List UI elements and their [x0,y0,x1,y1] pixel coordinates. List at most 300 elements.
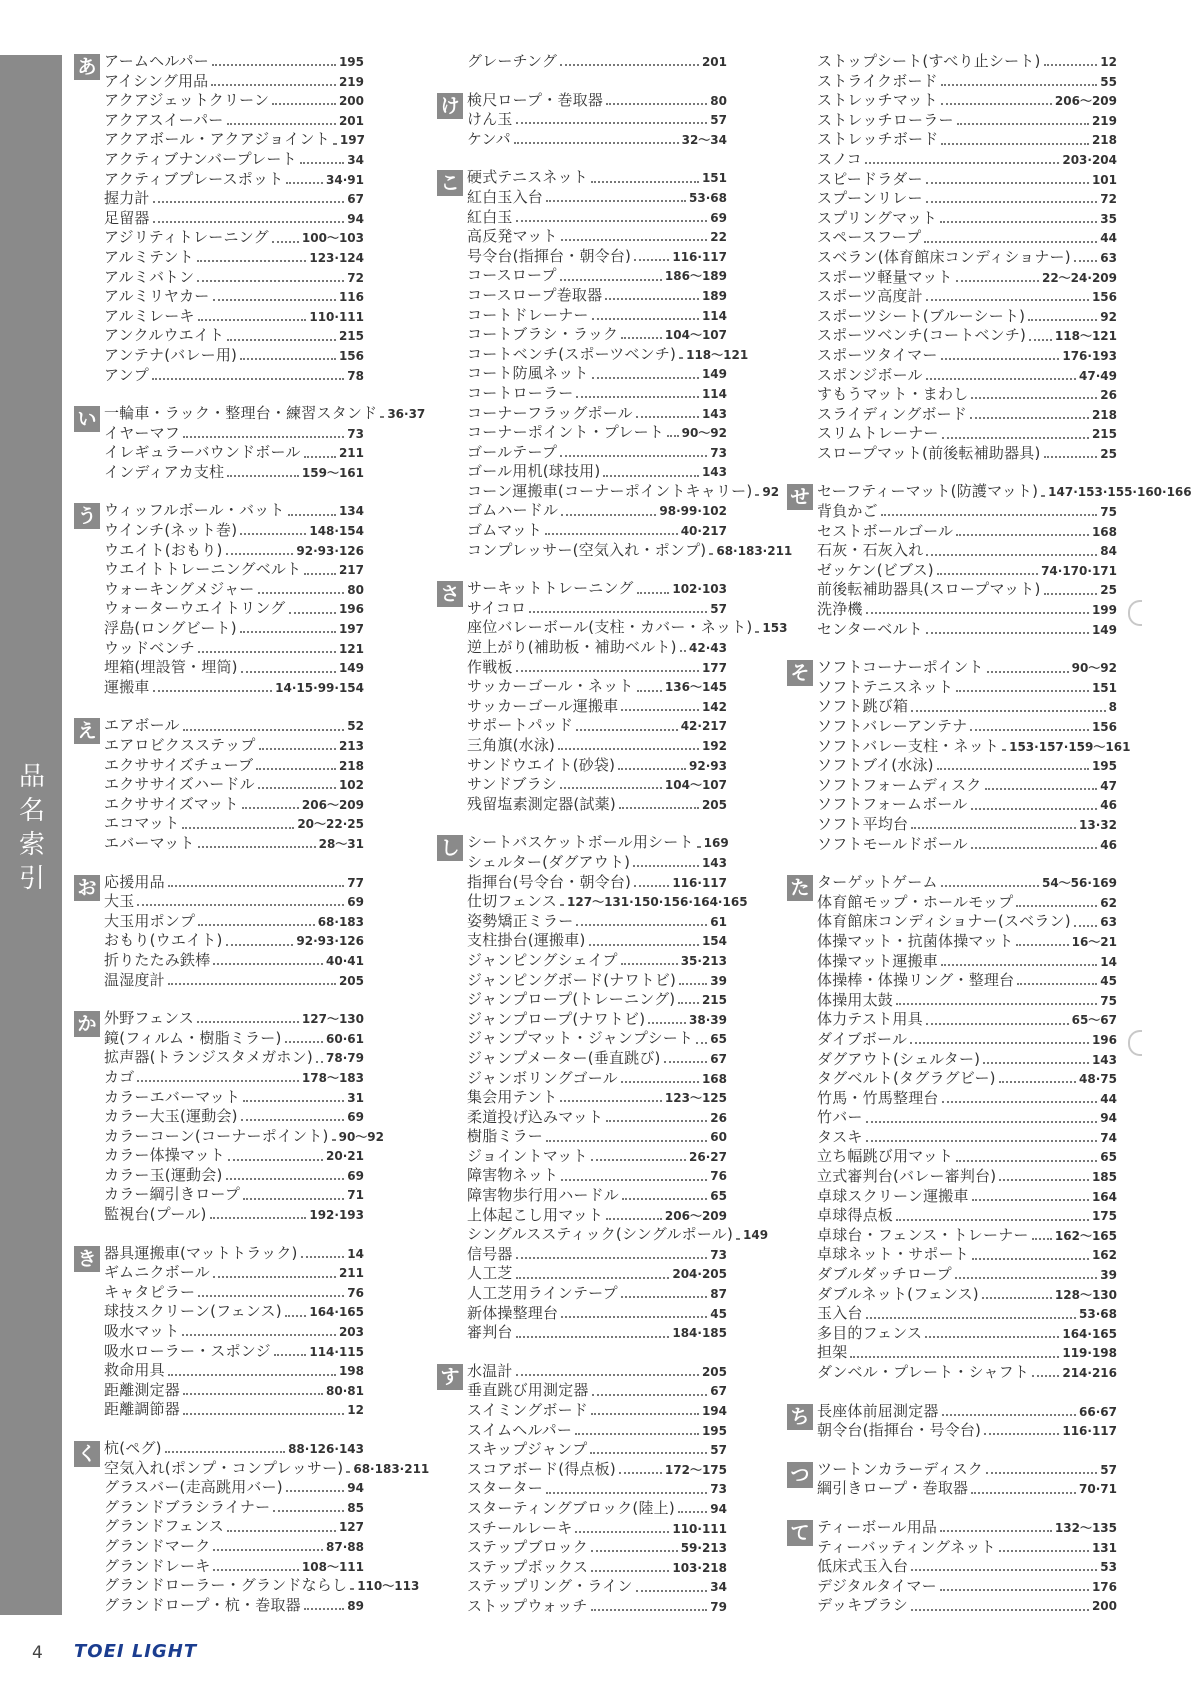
index-entry [467,1206,727,1226]
entry-name: 埋箱(埋設管・埋筒) [104,658,238,677]
index-entry [817,1206,1117,1226]
dot-leader [926,377,1076,380]
dot-leader [621,1295,707,1298]
index-entry [467,1147,727,1167]
dot-leader [346,1470,350,1473]
entry-pages: 149 [743,1228,769,1243]
dot-leader [183,1392,323,1395]
dot-leader [1044,592,1098,595]
dot-leader [636,1589,708,1592]
entry-pages: 88·126·143 [288,1442,364,1456]
dot-leader [560,454,707,457]
entry-pages: 149 [338,661,364,676]
entry-name: 杭(ペグ) [104,1439,162,1457]
entry-pages: 92·93·126 [296,934,364,949]
entry-pages: 67 [710,1384,727,1399]
entry-pages: 156 [1091,720,1117,734]
dot-leader [1002,748,1006,751]
entry-pages: 116·117 [672,875,727,890]
entry-name: コートブラシ・ラック [467,325,619,344]
dot-leader [183,728,345,731]
kana-heading: ち [787,1404,813,1430]
index-group [437,168,793,560]
entry-name: ゴールテープ [467,442,558,461]
entry-name: 作戦板 [467,657,513,676]
entry-name: グランドロープ・杭・巻取器 [104,1595,301,1614]
index-group [74,873,364,991]
entry-pages: 57 [710,601,727,616]
index-entry [817,326,1117,346]
dot-leader [516,669,699,672]
entry-pages: 12 [1100,55,1117,69]
entry-name: カラー玉(運動会) [104,1165,223,1184]
entry-pages: 76 [710,1169,727,1184]
entry-pages: 192 [701,739,727,753]
index-entry [817,1577,1117,1597]
entry-name: 審判台 [467,1323,513,1342]
index-entry [104,91,364,111]
dot-leader [926,631,1089,634]
index-entry [104,1029,364,1049]
dot-leader [896,1218,1089,1221]
entry-name: ウインチ(ネット巻) [104,521,238,540]
kana-heading: け [437,93,463,119]
dot-leader [183,435,344,438]
dot-leader [866,1120,1098,1123]
dot-leader [168,982,336,985]
dot-leader [648,1021,686,1024]
entry-pages: 151 [701,171,727,186]
entry-name: キャタピラー [104,1282,196,1301]
entry-name: 温湿度計 [104,970,165,989]
index-entry [467,1127,727,1147]
dot-leader [576,395,699,398]
entry-pages: 61 [710,914,727,929]
dot-leader [591,1549,678,1552]
entry-name: 新体操整理台 [467,1303,559,1322]
dot-leader [941,884,1039,887]
entry-pages: 75 [1100,993,1117,1008]
entry-pages: 69 [710,210,727,225]
entry-pages: 80 [347,582,364,597]
dot-leader [516,1373,699,1376]
dot-leader [561,1178,707,1181]
dot-leader [1041,494,1045,497]
index-entry [467,756,727,776]
index-entry [817,678,1117,698]
entry-pages: 203 [338,1325,364,1340]
index-entry [817,756,1117,776]
entry-pages: 65 [1100,1150,1117,1165]
index-entry [467,833,727,853]
entry-name: 三角旗(水泳) [467,736,556,754]
entry-name: タグベルト(タグラグビー) [817,1069,996,1088]
entry-name: 検尺ロープ・巻取器 [467,90,604,109]
entry-pages: 121 [338,641,364,656]
entry-pages: 215 [1091,427,1117,442]
entry-name: ダブルネット(フェンス) [817,1284,979,1303]
index-entry [467,168,727,188]
entry-name: 卓球台・フェンス・トレーナー [817,1225,1029,1244]
dot-leader [972,1257,1089,1260]
index-group [74,1009,385,1225]
entry-pages: 87·88 [326,1539,364,1554]
entry-pages: 217 [338,563,364,578]
entry-pages: 85 [347,1500,364,1515]
index-entry [104,1126,385,1147]
dot-leader [942,1100,1098,1103]
dot-leader [619,806,699,809]
index-entry [104,619,364,639]
index-entry [104,1068,364,1088]
dot-leader [679,982,707,985]
entry-name: 立ち幅跳び用マット [817,1147,954,1166]
entry-pages: 218 [1091,407,1117,422]
dot-leader [197,259,306,262]
entry-name: ウォーキングメジャー [104,579,255,598]
entry-name: グランドローラー・グランドならし [104,1576,348,1595]
dot-leader [301,1255,345,1258]
index-group [437,52,727,72]
entry-name: 担架 [817,1343,848,1362]
entry-name: サポートパッド [467,716,574,735]
entry-name: ストップウォッチ [467,1596,588,1615]
index-entry [104,814,364,834]
dot-leader [592,1393,708,1396]
index-entry [817,1343,1117,1363]
entry-pages: 20〜22·25 [297,817,364,832]
entry-name: ゼッケン(ビブス) [817,560,934,579]
index-entry [467,579,727,599]
entry-pages: 34 [347,152,364,167]
index-entry [817,189,1117,209]
index-entry [817,1128,1117,1148]
entry-name: ソフトコーナーポイント [817,658,984,677]
index-entry [104,541,364,561]
entry-pages: 84 [1100,544,1117,559]
entry-name: グレーチング [467,52,558,70]
entry-name: 体操用太鼓 [817,990,894,1009]
index-entry [817,405,1117,425]
dot-leader [926,200,1098,203]
dot-leader [561,238,708,241]
index-entry [467,618,788,638]
dot-leader [529,610,707,613]
index-entry [817,893,1117,913]
index-entry [104,1009,364,1029]
entry-name: ダブルダッチロープ [817,1265,952,1284]
entry-pages: 184·185 [672,1326,727,1341]
entry-pages: 102 [338,778,364,793]
entry-pages: 53 [1100,1560,1117,1575]
index-entry [467,971,727,991]
entry-pages: 131 [1091,1540,1117,1555]
entry-pages: 25 [1100,446,1117,461]
index-entry [104,1576,420,1596]
index-entry [817,1460,1117,1480]
index-entry [817,1421,1117,1441]
entry-pages: 110〜113 [357,1579,420,1594]
dot-leader [197,1020,299,1023]
dot-leader [1074,924,1097,927]
entry-pages: 116·117 [1062,1424,1117,1439]
dot-leader [198,845,316,848]
entry-pages: 42·217 [680,719,727,734]
entry-pages: 156 [1091,290,1117,305]
entry-pages: 127 [338,1520,364,1535]
entry-name: 障害物歩行用ハードル [467,1186,620,1205]
index-entry [817,1050,1117,1070]
entry-pages: 143 [701,465,727,480]
entry-name: サッカーゴール運搬車 [467,696,619,715]
dot-leader [1074,259,1097,262]
index-entry [467,404,727,424]
entry-pages: 134 [338,504,364,519]
entry-name: アクアボール・アクアジョイント [104,130,330,149]
entry-name: 上体起こし用マット [467,1205,604,1224]
entry-name: ゴール用机(球技用) [467,462,601,481]
index-entry [467,1421,727,1441]
dot-leader [226,943,294,946]
entry-name: ダンベル・プレート・シャフト [817,1363,1030,1381]
index-entry [104,951,364,971]
entry-name: 障害物ネット [467,1166,559,1185]
entry-pages: 78 [347,368,364,383]
kana-heading: つ [787,1462,813,1488]
index-entry [467,599,727,619]
entry-pages: 52 [347,719,364,734]
dot-leader [637,689,662,692]
entry-name: 姿勢矯正ミラー [467,911,574,930]
entry-pages: 26 [710,1110,727,1125]
entry-pages: 35·213 [680,953,727,968]
index-entry [467,1577,727,1597]
index-entry [104,111,364,131]
index-group [74,404,426,482]
dot-leader [592,317,699,320]
entry-name: コート防風ネット [467,364,589,383]
entry-pages: 26 [1100,388,1117,403]
dot-leader [575,1432,699,1435]
dot-leader [240,532,306,535]
dot-leader [982,1296,1052,1299]
entry-name: 信号器 [467,1244,513,1263]
dot-leader [911,1568,1097,1571]
entry-pages: 74 [1100,1130,1117,1145]
index-entry [817,1265,1117,1285]
dot-leader [696,1041,707,1044]
dot-leader [940,1588,1089,1591]
entry-pages: 149 [701,367,727,382]
entry-name: セストボールゴール [817,521,954,540]
dot-leader [589,943,699,946]
index-entry [817,815,1117,835]
entry-name: ソフトバレー支柱・ネット [817,736,1000,755]
entry-name: 救命用具 [104,1361,165,1380]
kana-heading: て [787,1520,813,1546]
entry-name: 卓球得点板 [817,1206,894,1225]
entry-pages: 215 [701,993,727,1008]
index-entry [467,325,727,345]
entry-name: スライディングボード [817,404,968,423]
index-entry [467,931,727,951]
entry-name: 背負かご [817,502,878,521]
dot-leader [272,240,299,243]
index-entry [817,932,1117,952]
entry-name: アームヘルパー [104,52,209,70]
entry-pages: 198 [338,1364,364,1379]
entry-name: 高反発マット [467,227,558,246]
index-entry [104,931,364,951]
index-entry [104,52,364,72]
entry-pages: 22 [710,230,727,245]
entry-name: 浮島(ロングビート) [104,619,237,638]
entry-pages: 206〜209 [664,1208,727,1223]
index-entry [104,307,364,327]
dot-leader [956,533,1089,536]
dot-leader [227,1529,336,1532]
dot-leader [198,923,314,926]
entry-pages: 153 [762,621,788,636]
index-entry [817,1147,1117,1167]
index-entry [104,130,364,150]
index-entry [104,639,364,659]
entry-pages: 213 [338,739,364,753]
index-entry [817,952,1117,972]
index-entry [817,91,1117,111]
dot-leader [755,630,759,633]
entry-pages: 20·21 [326,1149,364,1164]
dot-leader [289,611,336,614]
index-entry [467,208,727,228]
dot-leader [636,415,699,418]
index-entry [467,501,727,521]
index-entry [817,111,1117,131]
entry-name: 号令台(指揮台・朝令台) [467,246,632,265]
entry-name: ソフトバレーアンテナ [817,717,968,735]
index-group [74,716,364,853]
entry-name: コーン運搬車(コーナーポイントキャリー) [467,481,753,500]
dot-leader [243,1197,344,1200]
entry-pages: 218 [1091,133,1117,148]
index-group [437,1362,727,1617]
dot-leader [911,826,1076,829]
index-group [787,482,1192,639]
dot-leader [709,552,713,555]
dot-leader [274,1353,307,1356]
entry-pages: 38·39 [689,1012,727,1027]
entry-name: ゴムハードル [467,501,559,520]
entry-pages: 90〜92 [681,426,727,441]
entry-name: ウエイト(おもり) [104,540,223,559]
entry-pages: 57 [710,1443,727,1458]
entry-name: エバーマット [104,833,195,852]
entry-pages: 44 [1100,1091,1117,1106]
entry-pages: 94 [1100,1111,1117,1126]
entry-pages: 63 [1100,250,1117,265]
index-entry [104,1263,364,1283]
index-entry [817,1557,1117,1577]
index-entry [104,678,364,698]
entry-name: コースロープ [467,266,557,285]
index-group [787,1518,1117,1616]
dot-leader [211,83,336,86]
entry-name: 竹バー [817,1108,863,1127]
entry-name: カラー体操マット [104,1146,226,1165]
entry-pages: 67 [347,192,364,207]
dot-leader [941,102,1052,105]
entry-pages: 218 [338,758,364,773]
index-entry [467,716,727,736]
kana-heading: こ [437,170,463,196]
entry-pages: 196 [338,602,364,617]
entry-name: シェルター(ダグアウト) [467,852,631,871]
index-entry [467,912,727,932]
entry-name: 体育館モップ・ホールモップ [817,892,1014,911]
dot-leader [621,336,662,339]
entry-pages: 206〜209 [1054,94,1117,109]
dot-leader [242,806,299,809]
index-entry [467,1049,727,1069]
entry-pages: 176·193 [1062,348,1117,363]
dot-leader [285,1040,324,1043]
entry-pages: 53·68 [689,190,727,205]
dot-leader [925,1335,1059,1338]
index-entry [104,912,364,932]
dot-leader [591,1608,708,1611]
entry-name: サンドウエイト(砂袋) [467,755,616,774]
index-side-label: 品 名 索 引 [19,762,46,894]
dot-leader [240,357,336,360]
index-entry [817,776,1117,796]
entry-pages: 87 [710,1287,727,1302]
entry-name: ソフト平均台 [817,814,909,833]
entry-name: 握力計 [104,189,150,208]
dot-leader [241,1118,345,1121]
index-entry [104,873,364,893]
dot-leader [258,786,336,789]
entry-name: スターティングブロック(陸上) [467,1498,675,1517]
index-entry [104,658,364,678]
dot-leader [1016,904,1097,907]
entry-name: 距離調節器 [104,1400,181,1419]
entry-name: 鏡(フィルム・樹脂ミラー) [104,1028,282,1047]
entry-name: ウィッフルボール・バット [104,501,285,520]
dot-leader [971,846,1097,849]
index-entry [467,306,727,326]
index-entry [817,170,1117,190]
entry-pages: 178〜183 [301,1070,364,1085]
entry-name: スベラン(体育館床コンディショナー) [817,247,1071,266]
entry-pages: 92·93 [689,758,727,773]
entry-pages: 194 [701,1404,727,1418]
entry-pages: 128〜130 [1054,1287,1117,1302]
entry-pages: 28〜31 [318,836,364,851]
index-entry [104,1458,430,1479]
entry-name: 拡声器(トランジスタメガホン) [104,1048,313,1067]
dot-leader [514,141,679,144]
dot-leader [621,1080,699,1083]
index-entry [104,1322,364,1342]
index-entry [817,561,1117,581]
index-entry [467,344,749,365]
entry-name: けん玉 [467,110,513,129]
entry-name: ジャンピングシェイプ [467,950,618,969]
dot-leader [227,122,336,125]
index-entry [104,775,364,795]
entry-name: アルミリヤカー [104,287,210,306]
entry-pages: 70·71 [1079,1482,1117,1497]
